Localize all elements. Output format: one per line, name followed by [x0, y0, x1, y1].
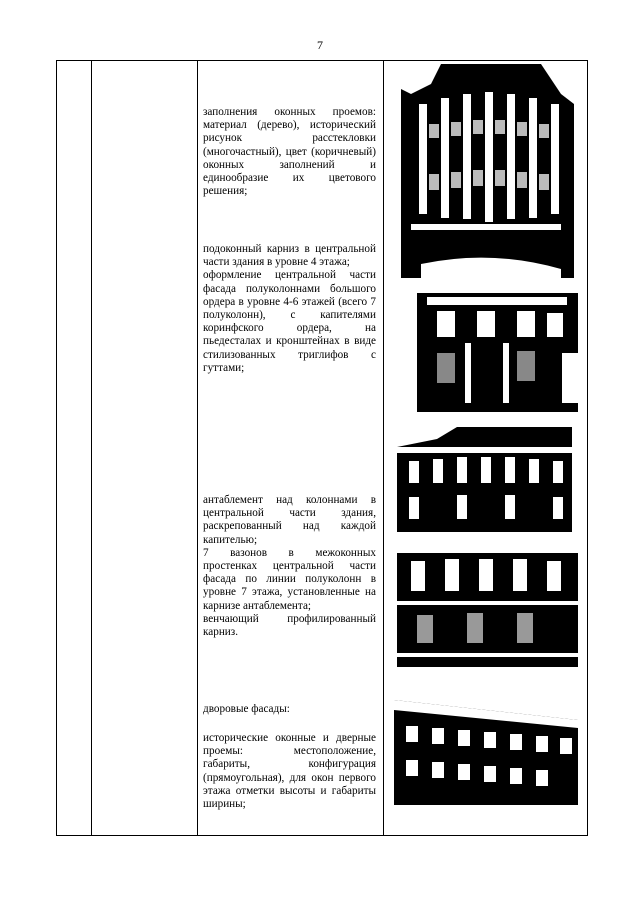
facade-photo-4	[397, 545, 578, 667]
text-block-courtyard-title	[203, 703, 376, 716]
paragraph: исторические оконные и дверные проемы: местоположение, габариты, конфигурация (прямоугольная), для окон первого этажа отметки высоты и габариты ширины;	[203, 732, 376, 811]
paragraph: заполнения оконных проемов: материал (дерево), исторический рисунок расстекловки (многочастный), цвет (коричневый) оконных заполнений и единообразие их цветового решения;	[203, 106, 376, 198]
paragraph: венчающий профилированный карниз.	[203, 612, 376, 639]
paragraph: подоконный карниз в центральной части здания в уровне 4 этажа;	[203, 243, 376, 269]
table-cell-name	[92, 61, 198, 836]
facade-photo-2	[397, 293, 578, 412]
paragraph: оформление центральной части фасада полуколоннами большого ордера в уровне 4-6 этажей (всего 7 полуколонн), с капителями коринфского ордера, на пьедесталах и кронштейнах в виде стилизованных триглифов с гуттами;	[203, 269, 376, 374]
paragraph: антаблемент над колоннами в центральной части здания, раскрепованный над каждой капителью;	[203, 494, 376, 546]
paragraph: дворовые фасады:	[203, 703, 290, 715]
facade-photo-3	[397, 427, 572, 532]
text-block-entablature	[203, 494, 376, 639]
text-block-cornice-columns	[203, 243, 376, 375]
table-cell-number	[57, 61, 92, 836]
page-number: 7	[317, 38, 323, 52]
paragraph: 7 вазонов в межоконных простенках центральной части фасада по линии полуколонн в уровне 7 этажа, установленные на карнизе антаблемента;	[203, 546, 376, 612]
text-block-window-fill	[203, 106, 376, 198]
courtyard-facade-photo	[394, 690, 578, 805]
text-block-courtyard-openings	[203, 732, 376, 811]
facade-photo-1	[401, 64, 574, 278]
